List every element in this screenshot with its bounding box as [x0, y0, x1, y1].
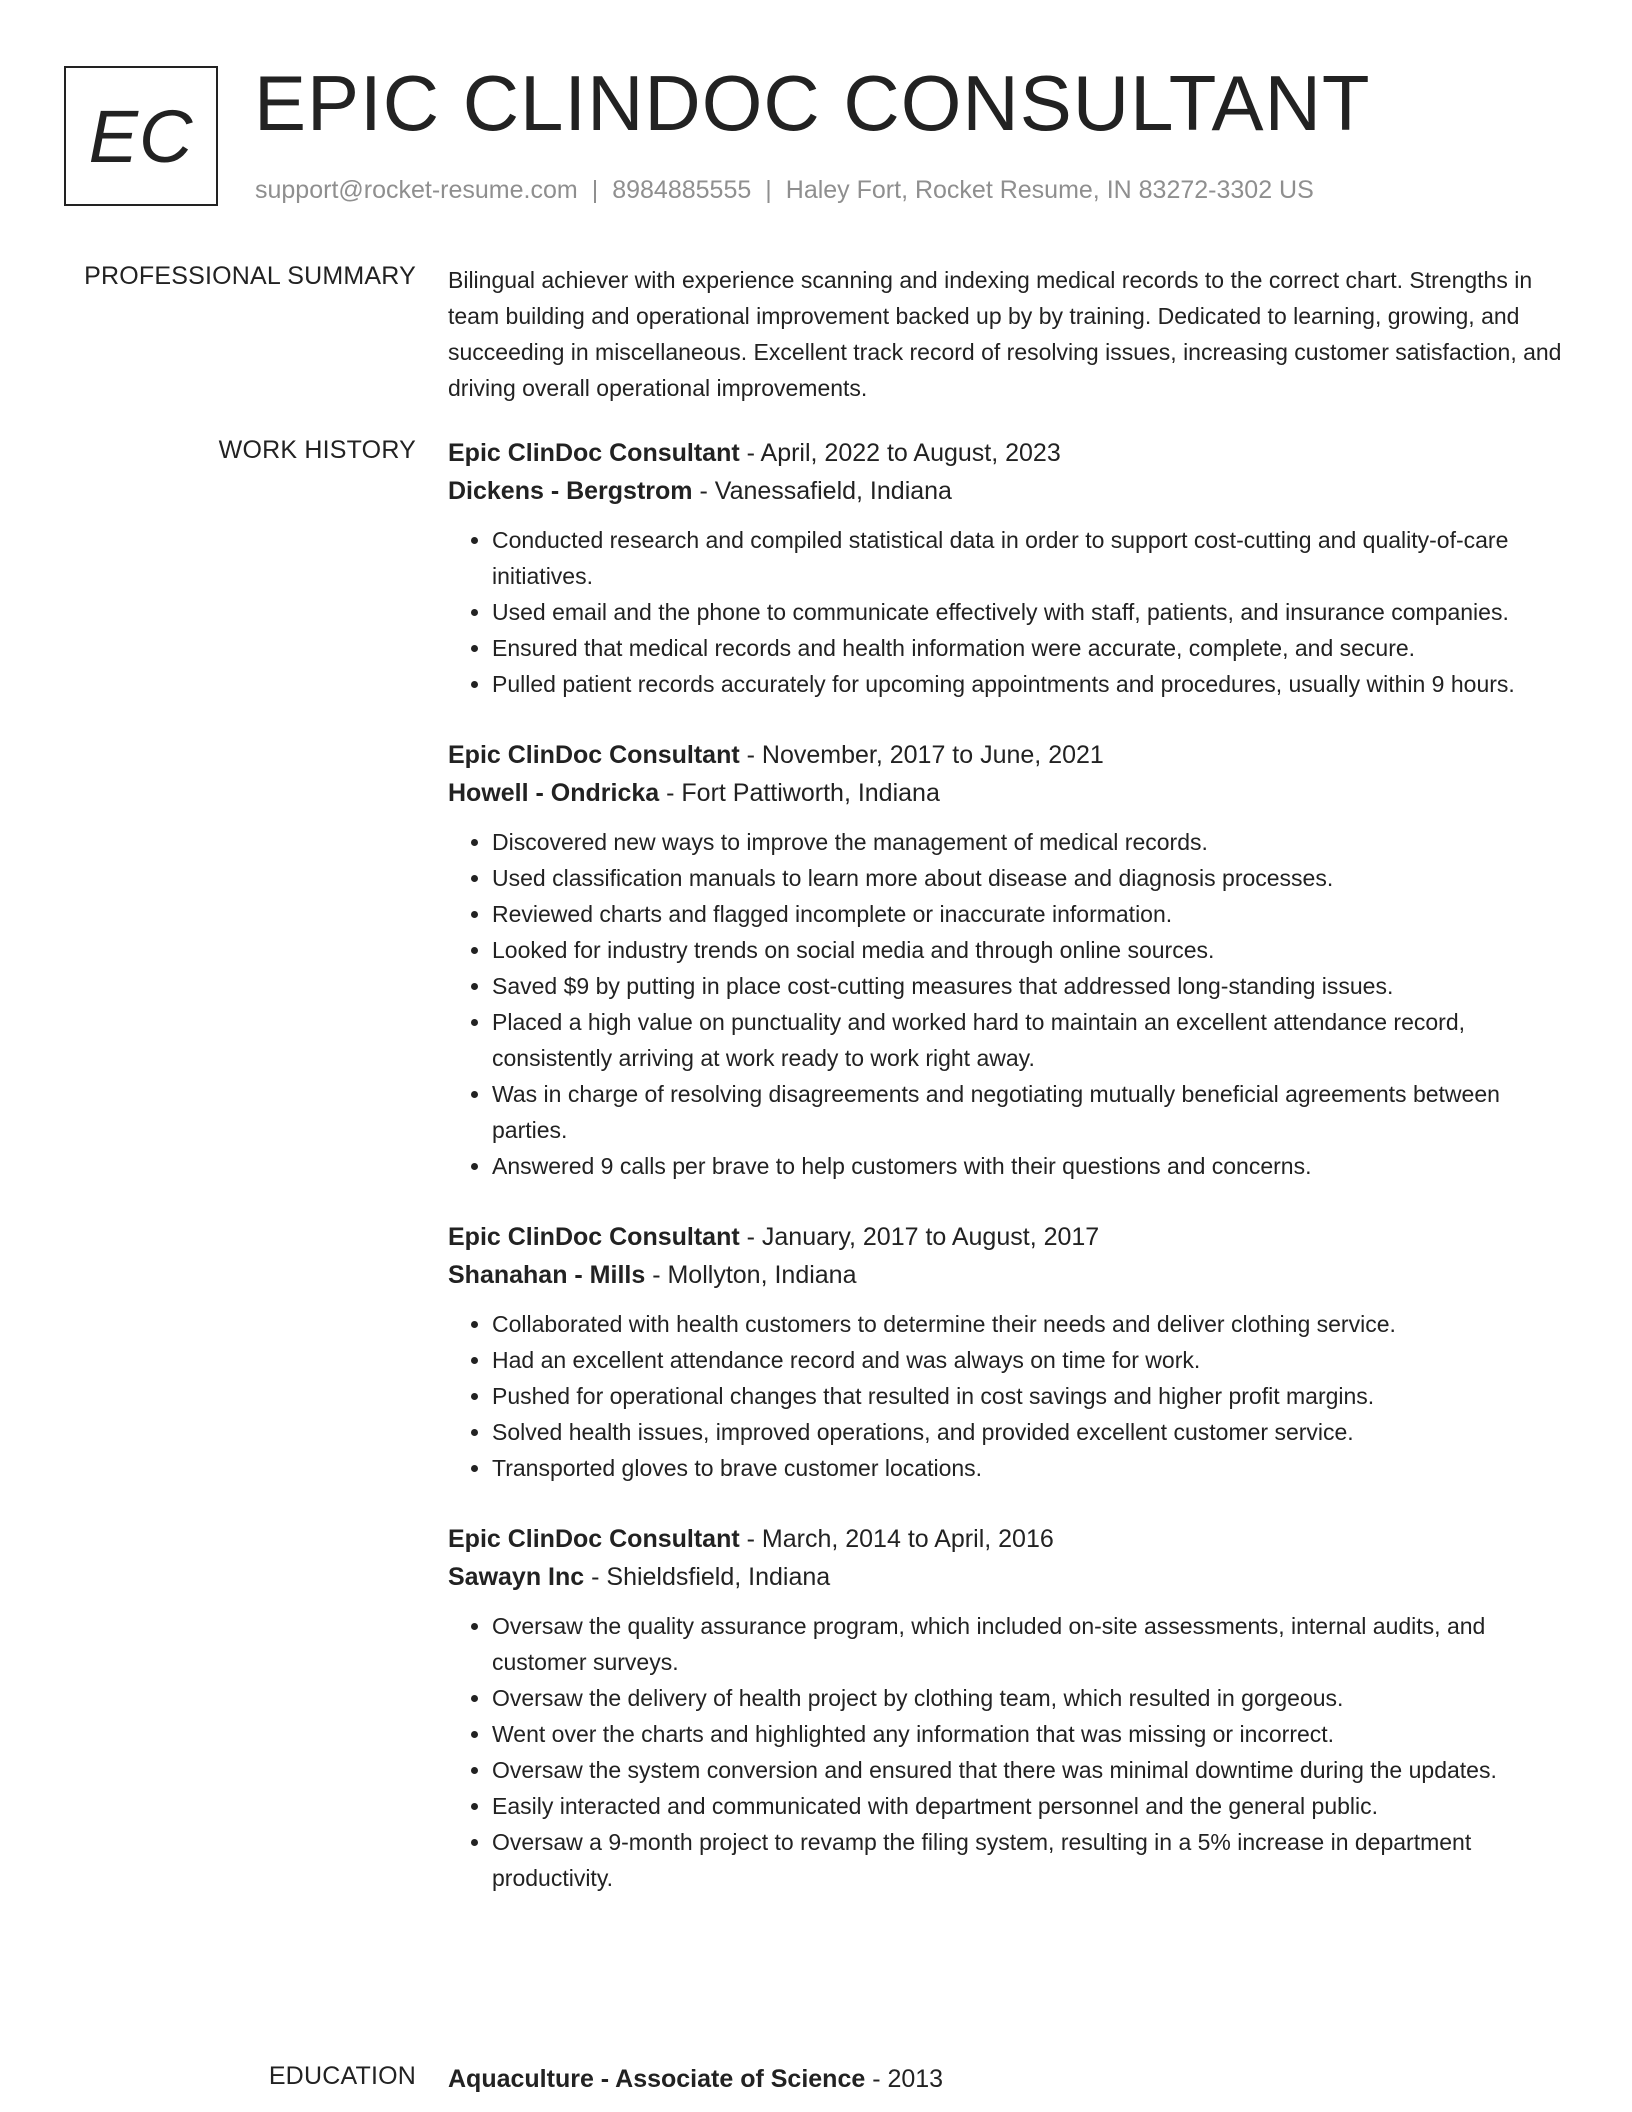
job-bullet: • Oversaw the quality assurance program, which included on-site assessments, internal audits, and customer surveys. [492, 1608, 1568, 1680]
job-bullets [448, 1608, 1568, 1896]
job-location: - Mollyton, Indiana [645, 1261, 857, 1289]
job-title: Epic ClinDoc Consultant [448, 439, 740, 467]
job-bullet: • Used email and the phone to communicate effectively with staff, patients, and insurance companies. [492, 594, 1568, 630]
job-bullet: • Reviewed charts and flagged incomplete or inaccurate information. [492, 896, 1568, 932]
contact-separator: | [765, 176, 772, 204]
education-entry [448, 2060, 1568, 2098]
job-bullet: • Discovered new ways to improve the management of medical records. [492, 824, 1568, 860]
job-bullet: • Was in charge of resolving disagreements and negotiating mutually beneficial agreements between parties. [492, 1076, 1568, 1148]
contact-phone: 8984885555 [612, 176, 752, 204]
job-title: Epic ClinDoc Consultant [448, 741, 740, 769]
job-bullet: • Conducted research and compiled statistical data in order to support cost-cutting and quality-of-care initiatives. [492, 522, 1568, 594]
education-year: - 2013 [865, 2065, 944, 2093]
monogram-text: EC [88, 94, 194, 178]
job-company: Howell - Ondricka [448, 779, 660, 807]
education-degree: Aquaculture - Associate of Science [448, 2065, 866, 2093]
job-entry [448, 1218, 1568, 1486]
job-bullet: • Ensured that medical records and health information were accurate, complete, and secure. [492, 630, 1568, 666]
monogram-box [64, 66, 218, 206]
job-bullet: • Oversaw the system conversion and ensured that there was minimal downtime during the updates. [492, 1752, 1568, 1788]
job-company: Shanahan - Mills [448, 1261, 646, 1289]
job-title-line [448, 1218, 1568, 1256]
contact-line [255, 176, 1314, 205]
job-company: Dickens - Bergstrom [448, 477, 693, 505]
job-location: - Vanessafield, Indiana [692, 477, 952, 505]
job-title-line [448, 434, 1568, 472]
job-bullet: • Easily interacted and communicated with department personnel and the general public. [492, 1788, 1568, 1824]
summary-label: PROFESSIONAL SUMMARY [84, 262, 416, 290]
work-history-label: WORK HISTORY [218, 436, 416, 464]
job-bullet: • Placed a high value on punctuality and worked hard to maintain an excellent attendance record, consistently arriving at work ready to work right away. [492, 1004, 1568, 1076]
job-bullet: • Went over the charts and highlighted any information that was missing or incorrect. [492, 1716, 1568, 1752]
job-bullet: • Answered 9 calls per brave to help customers with their questions and concerns. [492, 1148, 1568, 1184]
job-entry [448, 1520, 1568, 1896]
job-bullet: • Had an excellent attendance record and was always on time for work. [492, 1342, 1568, 1378]
job-location: - Fort Pattiworth, Indiana [659, 779, 940, 807]
contact-address: Haley Fort, Rocket Resume, IN 83272-3302 US [785, 176, 1314, 204]
contact-email: support@rocket-resume.com [255, 176, 578, 204]
job-bullet: • Used classification manuals to learn more about disease and diagnosis processes. [492, 860, 1568, 896]
job-bullet: • Oversaw the delivery of health project by clothing team, which resulted in gorgeous. [492, 1680, 1568, 1716]
summary-text: Bilingual achiever with experience scanning and indexing medical records to the correct chart. Strengths in team building and operational improvement backed up by by training. Dedicated to learning, growing, and succeeding in miscellaneous. Excellent track record of resolving issues, increasing customer satisfaction, and driving overall operational improvements. [448, 267, 1562, 401]
job-company-line [448, 774, 1568, 812]
job-company-line [448, 472, 1568, 510]
job-bullets [448, 522, 1568, 702]
contact-separator: | [591, 176, 599, 204]
resume-name: EPIC CLINDOC CONSULTANT [254, 59, 1371, 147]
job-dates: - November, 2017 to June, 2021 [739, 741, 1104, 769]
job-company-line [448, 1558, 1568, 1596]
job-bullet: • Pulled patient records accurately for upcoming appointments and procedures, usually within 9 hours. [492, 666, 1568, 702]
job-title: Epic ClinDoc Consultant [448, 1223, 740, 1251]
job-company: Sawayn Inc [448, 1563, 585, 1591]
job-bullets [448, 1306, 1568, 1486]
job-dates: - April, 2022 to August, 2023 [739, 439, 1061, 467]
job-location: - Shieldsfield, Indiana [584, 1563, 831, 1591]
job-bullet: • Transported gloves to brave customer locations. [492, 1450, 1568, 1486]
job-bullet: • Solved health issues, improved operations, and provided excellent customer service. [492, 1414, 1568, 1450]
job-bullet: • Saved $9 by putting in place cost-cutting measures that addressed long-standing issues. [492, 968, 1568, 1004]
education-label: EDUCATION [268, 2062, 416, 2090]
job-bullets [448, 824, 1568, 1184]
job-dates: - January, 2017 to August, 2017 [739, 1223, 1100, 1251]
job-bullet: • Looked for industry trends on social media and through online sources. [492, 932, 1568, 968]
job-bullet: • Oversaw a 9-month project to revamp the filing system, resulting in a 5% increase in department productivity. [492, 1824, 1568, 1896]
job-title-line [448, 736, 1568, 774]
job-title-line [448, 1520, 1568, 1558]
job-list [448, 434, 1568, 1930]
job-dates: - March, 2014 to April, 2016 [739, 1525, 1054, 1553]
job-company-line [448, 1256, 1568, 1294]
job-bullet: • Collaborated with health customers to determine their needs and deliver clothing service. [492, 1306, 1568, 1342]
job-entry [448, 736, 1568, 1184]
job-entry [448, 434, 1568, 702]
job-title: Epic ClinDoc Consultant [448, 1525, 740, 1553]
job-bullet: • Pushed for operational changes that resulted in cost savings and higher profit margins. [492, 1378, 1568, 1414]
